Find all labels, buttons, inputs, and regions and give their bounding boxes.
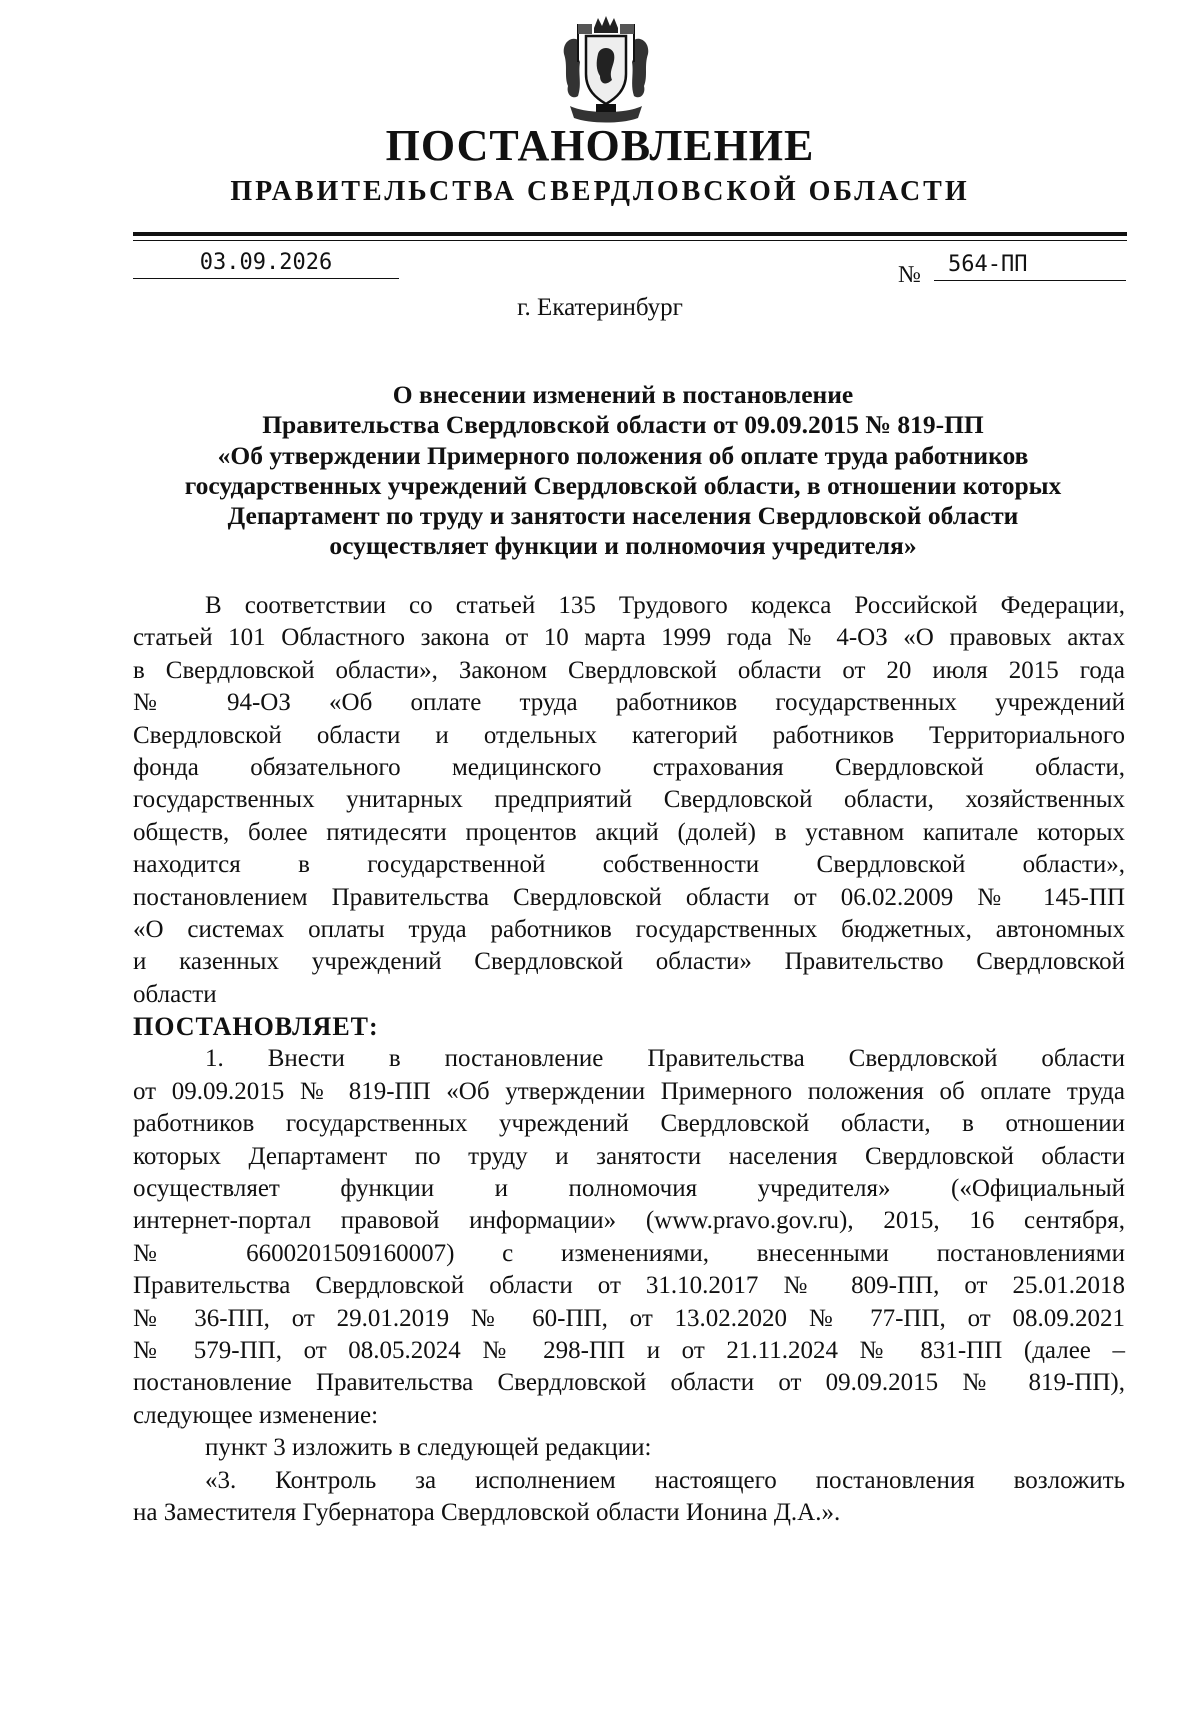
title-line: осуществляет функции и полномочия учредителя»: [329, 531, 917, 561]
item1-line: 1. Внести в постановление Правительства Свердловской области: [205, 1045, 1125, 1073]
item1-line: осуществляет функции и полномочия учредителя» («Официальный: [133, 1175, 1125, 1203]
item1-line: № 6600201509160007) с изменениями, внесенными постановлениями: [133, 1239, 1125, 1267]
title-line: О внесении изменений в постановление: [392, 380, 854, 409]
document-title: [120, 380, 1126, 562]
item1-line: работников государственных учреждений Свердловской области, в отношении: [133, 1110, 1125, 1138]
preamble: [133, 590, 1125, 1529]
preamble-line: фонда обязательного медицинского страхования Свердловской области,: [133, 753, 1125, 781]
document-number: 564-ПП: [934, 252, 1126, 281]
issuing-authority: ПРАВИТЕЛЬСТВА СВЕРДЛОВСКОЙ ОБЛАСТИ: [230, 176, 970, 207]
preamble-line: области: [133, 980, 217, 1008]
document-city: г. Екатеринбург: [517, 294, 683, 321]
preamble-line: постановлением Правительства Свердловской области от 06.02.2009 № 145-ПП: [133, 883, 1125, 911]
preamble-line: № 94-ОЗ «Об оплате труда работников государственных учреждений: [133, 689, 1125, 717]
preamble-line: Свердловской области и отдельных категорий работников Территориального: [133, 721, 1125, 749]
number-sign: №: [898, 262, 921, 288]
resolves-heading: ПОСТАНОВЛЯЕТ:: [133, 1012, 379, 1042]
title-line: Правительства Свердловской области от 09.09.2015 № 819-ПП: [262, 410, 984, 440]
preamble-line: в Свердловской области», Законом Свердловской области от 20 июля 2015 года: [133, 656, 1125, 684]
item1-line: интернет-портал правовой информации» (www.pravo.gov.ru), 2015, 16 сентября,: [133, 1207, 1125, 1235]
title-line: государственных учреждений Свердловской области, в отношении которых: [184, 470, 1062, 500]
item1-line: № 36-ПП, от 29.01.2019 № 60-ПП, от 13.02.2020 № 77-ПП, от 08.09.2021: [133, 1304, 1125, 1332]
item1-line: № 579-ПП, от 08.05.2024 № 298-ПП и от 21.11.2024 № 831-ПП (далее –: [133, 1336, 1125, 1364]
title-line: «Об утверждении Примерного положения об оплате труда работников: [217, 440, 1029, 470]
amendment-intro: пункт 3 изложить в следующей редакции:: [205, 1434, 652, 1462]
header-divider-thin: [133, 240, 1127, 241]
item1-line: следующее изменение:: [133, 1401, 379, 1429]
coat-of-arms-icon: [556, 14, 656, 124]
preamble-line: обществ, более пятидесяти процентов акций (долей) в уставном капитале которых: [133, 818, 1125, 846]
header-divider-thick: [133, 232, 1127, 236]
item1-line: постановление Правительства Свердловской области от 09.09.2015 № 819-ПП),: [133, 1369, 1125, 1397]
item1-line: от 09.09.2015 № 819-ПП «Об утверждении Примерного положения об оплате труда: [133, 1077, 1125, 1105]
document-date: 03.09.2026: [133, 250, 399, 279]
item3-line: «3. Контроль за исполнением настоящего постановления возложить: [205, 1466, 1125, 1494]
preamble-line: и казенных учреждений Свердловской области» Правительство Свердловской: [133, 948, 1125, 976]
preamble-line: государственных унитарных предприятий Свердловской области, хозяйственных: [133, 786, 1125, 814]
title-line: Департамент по труду и занятости населения Свердловской области: [227, 501, 1019, 531]
item1-line: Правительства Свердловской области от 31.10.2017 № 809-ПП, от 25.01.2018: [133, 1272, 1125, 1300]
item1-line: которых Департамент по труду и занятости населения Свердловской области: [133, 1142, 1125, 1170]
preamble-line: статьей 101 Областного закона от 10 марта 1999 года № 4-ОЗ «О правовых актах: [133, 624, 1125, 652]
preamble-line: находится в государственной собственности Свердловской области»,: [133, 851, 1125, 879]
preamble-line: В соответствии со статьей 135 Трудового кодекса Российской Федерации,: [205, 592, 1125, 619]
preamble-line: «О системах оплаты труда работников государственных бюджетных, автономных: [133, 915, 1125, 943]
document-type: ПОСТАНОВЛЕНИЕ: [385, 121, 815, 170]
item3-line: на Заместителя Губернатора Свердловской области Ионина Д.А.».: [133, 1498, 841, 1526]
